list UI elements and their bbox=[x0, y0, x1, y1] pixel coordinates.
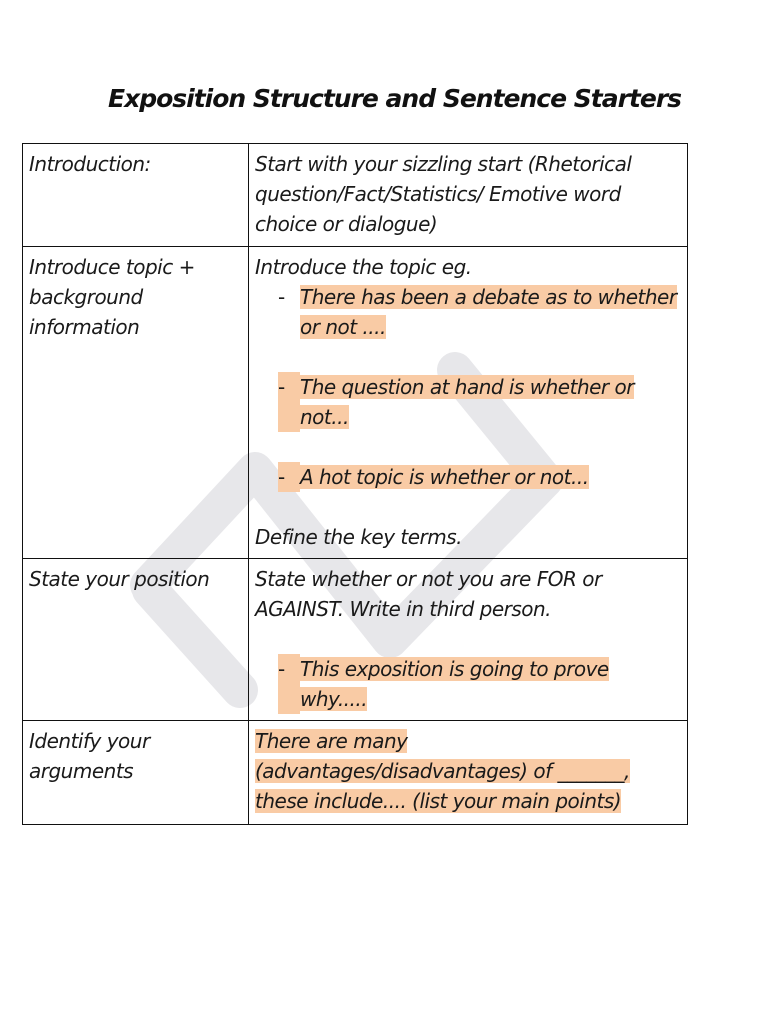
list-item bbox=[255, 654, 681, 714]
section-label: State your position bbox=[23, 559, 249, 721]
bullet-marker: - bbox=[278, 462, 300, 492]
content-intro: Introduce the topic eg. bbox=[255, 255, 472, 279]
table-row bbox=[23, 247, 688, 559]
list-item bbox=[255, 462, 681, 492]
sentence-starter: This exposition is going to prove why..... bbox=[300, 657, 609, 711]
content-outro: Define the key terms. bbox=[255, 525, 463, 549]
section-content bbox=[249, 247, 688, 559]
section-label: Identify your arguments bbox=[23, 721, 249, 825]
table-row bbox=[23, 559, 688, 721]
sentence-starter: Start with your sizzling start (Rhetorical question/Fact/Statistics/ Emotive word choice or dialogue) bbox=[255, 152, 632, 236]
table-row bbox=[23, 721, 688, 825]
sentence-starter: There are many (advantages/disadvantages) of _______, these include.... (list your main points) bbox=[255, 729, 630, 813]
bullet-marker: - bbox=[278, 372, 300, 432]
exposition-table bbox=[22, 143, 688, 825]
list-item bbox=[255, 372, 681, 432]
content-intro: State whether or not you are FOR or AGAINST. Write in third person. bbox=[255, 567, 602, 621]
section-content bbox=[249, 144, 688, 247]
table-row bbox=[23, 144, 688, 247]
section-content bbox=[249, 721, 688, 825]
sentence-starter: A hot topic is whether or not... bbox=[300, 465, 589, 489]
section-label: Introduction: bbox=[23, 144, 249, 247]
bullet-marker: - bbox=[278, 285, 285, 309]
page-title: Exposition Structure and Sentence Starters bbox=[108, 84, 682, 113]
sentence-starter: There has been a debate as to whether or not .... bbox=[300, 285, 677, 339]
section-label: Introduce topic + background information bbox=[23, 247, 249, 559]
list-item bbox=[255, 282, 681, 342]
bullet-marker: - bbox=[278, 654, 300, 714]
sentence-starter: The question at hand is whether or not... bbox=[300, 375, 634, 429]
section-content bbox=[249, 559, 688, 721]
